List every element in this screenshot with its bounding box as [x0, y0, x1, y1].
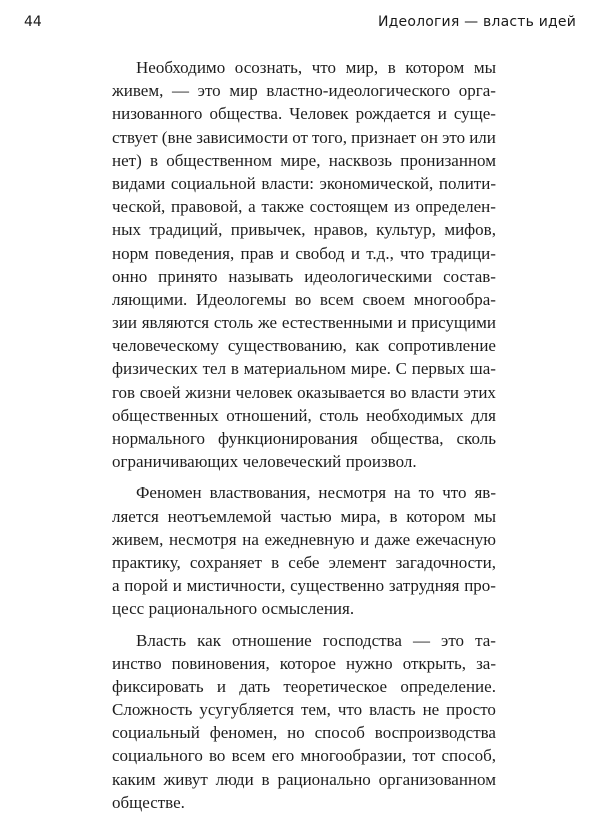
text-line: норм поведения, прав и свобод и т.д., что традици-	[112, 242, 496, 265]
text-line: цесс рационального осмысления.	[112, 597, 496, 620]
text-line: каким живут люди в рационально организованном	[112, 768, 496, 791]
page-number: 44	[24, 14, 42, 30]
paragraph	[112, 629, 496, 814]
text-line: живем, несмотря на ежедневную и даже ежечасную	[112, 528, 496, 551]
paragraph-gap	[112, 473, 496, 481]
body-text	[112, 56, 496, 814]
text-line: ствует (вне зависимости от того, признает он это или	[112, 126, 496, 149]
paragraph-gap	[112, 621, 496, 629]
text-line: ных традиций, привычек, нравов, культур, мифов,	[112, 218, 496, 241]
text-line: низованного общества. Человек рождается и суще-	[112, 102, 496, 125]
text-line: ограничивающих человеческий произвол.	[112, 450, 496, 473]
text-line: инство повиновения, которое нужно открыть, за-	[112, 652, 496, 675]
text-line: онно принято называть идеологическими состав-	[112, 265, 496, 288]
text-line: Необходимо осознать, что мир, в котором мы	[112, 56, 496, 79]
text-line: общественных отношений, столь необходимых для	[112, 404, 496, 427]
running-title: Идеология — власть идей	[378, 14, 576, 30]
text-line: фиксировать и дать теоретическое определение.	[112, 675, 496, 698]
paragraph	[112, 481, 496, 620]
text-line: практику, сохраняет в себе элемент загадочности,	[112, 551, 496, 574]
text-line: нормального функционирования общества, сколь	[112, 427, 496, 450]
text-line: гов своей жизни человек оказывается во власти этих	[112, 381, 496, 404]
text-line: физических тел в материальном мире. С первых ша-	[112, 357, 496, 380]
text-line: зии являются столь же естественными и присущими	[112, 311, 496, 334]
text-line: Власть как отношение господства — это та-	[112, 629, 496, 652]
text-line: обществе.	[112, 791, 496, 814]
text-line: социального во всем его многообразии, тот способ,	[112, 744, 496, 767]
text-line: а порой и мистичности, существенно затрудняя про-	[112, 574, 496, 597]
text-line: нет) в общественном мире, насквозь пронизанном	[112, 149, 496, 172]
text-line: Феномен властвования, несмотря на то что яв-	[112, 481, 496, 504]
text-line: ляющими. Идеологемы во всем своем многообра-	[112, 288, 496, 311]
text-line: ляется неотъемлемой частью мира, в котором мы	[112, 505, 496, 528]
running-header	[24, 14, 576, 38]
paragraph	[112, 56, 496, 473]
text-line: социальный феномен, но способ воспроизводства	[112, 721, 496, 744]
text-line: живем, — это мир властно-идеологического орга-	[112, 79, 496, 102]
text-line: видами социальной власти: экономической, полити-	[112, 172, 496, 195]
text-line: ческой, правовой, а также состоящем из определен-	[112, 195, 496, 218]
text-line: человеческому существованию, как сопротивление	[112, 334, 496, 357]
text-line: Сложность усугубляется тем, что власть не просто	[112, 698, 496, 721]
